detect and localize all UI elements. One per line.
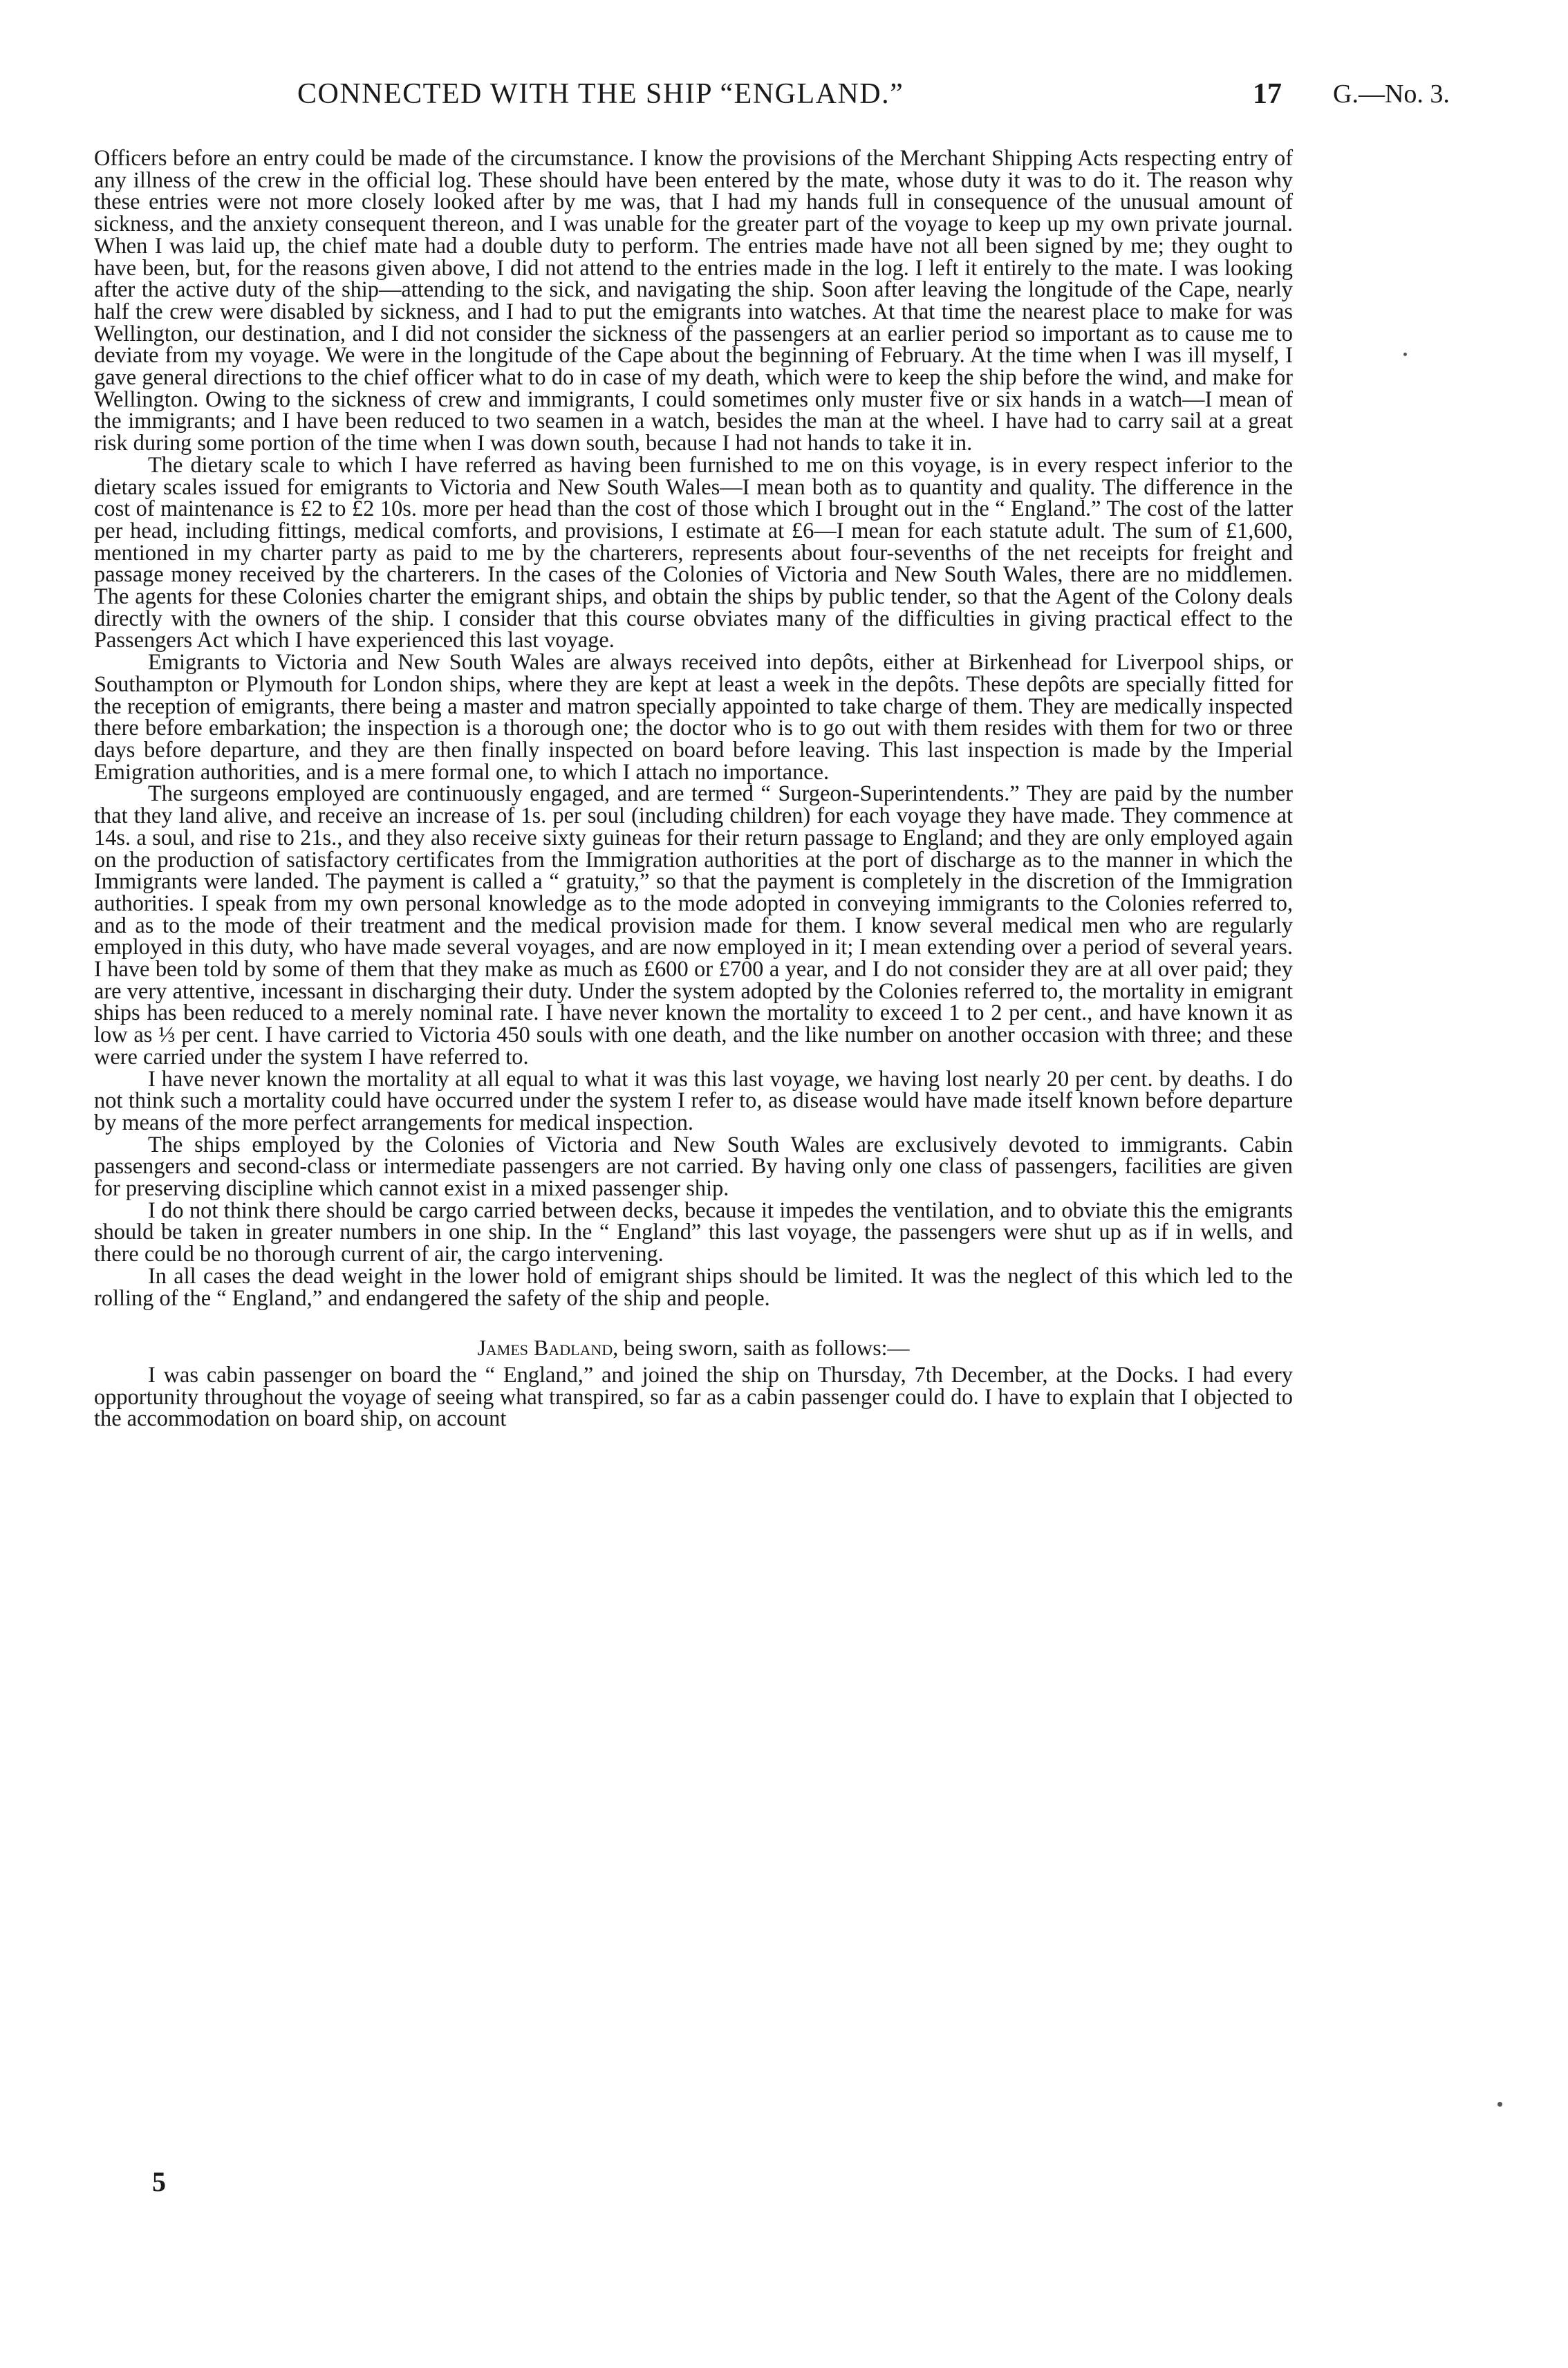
body-text	[94, 148, 1293, 1430]
paragraph: I do not think there should be cargo carried between decks, because it impedes the ventilation, and to obviate this the emigrants should be taken in greater numbers in one ship. In the “ England” this last voyage, the passengers were shut up as if in wells, and there could be no thorough current of air, the cargo intervening.	[94, 1197, 1293, 1267]
document-reference: G.—No. 3.	[1333, 80, 1450, 109]
header-title: CONNECTED WITH THE SHIP “ENGLAND.”	[297, 78, 904, 110]
paragraph: In all cases the dead weight in the lower hold of emigrant ships should be limited. It was the neglect of this which led to the rolling of the “ England,” and endangered the safety of the ship and people.	[94, 1263, 1293, 1311]
print-speck	[1403, 353, 1407, 356]
paragraph: Officers before an entry could be made of the circumstance. I know the provisions of the Merchant Shipping Acts respecting entry of any illness of the crew in the official log. These should have been entered by the mate, whose duty it was to do it. The reason why these entries were not more closely looked after by me was, that I had my hands full in consequence of the unusual amount of sickness, and the anxiety consequent thereon, and I was unable for the greater part of the voyage to keep up my own private journal. When I was laid up, the chief mate had a double duty to perform. The entries made have not all been signed by me; they ought to have been, but, for the reasons given above, I did not attend to the entries made in the log. I left it entirely to the mate. I was looking after the active duty of the ship—attending to the sick, and navigating the ship. Soon after leaving the longitude of the Cape, nearly half the crew were disabled by sickness, and I had to put the emigrants into watches. At that time the nearest place to make for was Wellington, our destination, and I did not consider the sickness of the passengers at an earlier period so important as to cause me to deviate from my voyage. We were in the longitude of the Cape about the beginning of February. At the time when I was ill myself, I gave general directions to the chief officer what to do in case of my death, which were to keep the ship before the wind, and make for Wellington. Owing to the sickness of crew and immigrants, I could sometimes only muster five or six hands in a watch—I mean of the immigrants; and I have been reduced to two seamen in a watch, besides the man at the wheel. I have had to carry sail at a great risk during some portion of the time when I was down south, because I had not hands to take it in.	[94, 146, 1293, 456]
page-number: 17	[1253, 78, 1282, 110]
testimony-paragraph: I was cabin passenger on board the “ England,” and joined the ship on Thursday, 7th December, at the Docks. I had every opportunity throughout the voyage of seeing what transpired, so far as a cabin passenger could do. I have to explain that I objected to the accommodation on board ship, on account	[94, 1362, 1293, 1432]
witness-heading	[94, 1337, 1293, 1359]
paragraph: The surgeons employed are continuously engaged, and are termed “ Surgeon-Superintendents.” They are paid by the number that they land alive, and receive an increase of 1s. per soul (including children) for each voyage they have made. They commence at 14s. a soul, and rise to 21s., and they also receive sixty guineas for their return passage to England; and they are only employed again on the production of satisfactory certificates from the Immigration authorities at the port of discharge as to the manner in which the Immigrants were landed. The payment is called a “ gratuity,” so that the payment is completely in the discretion of the Immigration authorities. I speak from my own personal knowledge as to the mode adopted in conveying immigrants to the Colonies referred to, and as to the mode of their treatment and the medical provision made for them. I know several medical men who are regularly employed in this duty, who have made several voyages, and are now employed in it; I mean extending over a period of several years. I have been told by some of them that they make as much as £600 or £700 a year, and I do not consider they are at all over paid; they are very attentive, incessant in discharging their duty. Under the system adopted by the Colonies referred to, the mortality in emigrant ships has been reduced to a merely nominal rate. I have never known the mortality to exceed 1 to 2 per cent., and have known it as low as ⅓ per cent. I have carried to Victoria 450 souls with one death, and the like number on another occasion with three; and these were carried under the system I have referred to.	[94, 781, 1293, 1070]
print-speck	[1497, 2102, 1502, 2107]
paragraph: Emigrants to Victoria and New South Wales are always received into depôts, either at Birkenhead for Liverpool ships, or Southampton or Plymouth for London ships, where they are kept at least a week in the depôts. These depôts are specially fitted for the reception of emigrants, there being a master and matron specially appointed to take charge of them. They are medically inspected there before embarkation; the inspection is a thorough one; the doctor who is to go out with them resides with them for two or three days before departure, and they are then finally inspected on board before leaving. This last inspection is made by the Imperial Emigration authorities, and is a mere formal one, to which I attach no importance.	[94, 650, 1293, 785]
paragraph: The ships employed by the Colonies of Victoria and New South Wales are exclusively devoted to immigrants. Cabin passengers and second-class or intermediate passengers are not carried. By having only one class of passengers, facilities are given for preserving discipline which cannot exist in a mixed passenger ship.	[94, 1132, 1293, 1202]
signature-mark: 5	[152, 2166, 166, 2197]
witness-heading-text: being sworn, saith as follows:—	[618, 1335, 910, 1361]
paragraph: The dietary scale to which I have referred as having been furnished to me on this voyage, is in every respect inferior to the dietary scales issued for emigrants to Victoria and New South Wales—I mean both as to quantity and quality. The difference in the cost of maintenance is £2 to £2 10s. more per head than the cost of those which I brought out in the “ England.” The cost of the latter per head, including fittings, medical comforts, and provisions, I estimate at £6—I mean for each statute adult. The sum of £1,600, mentioned in my charter party as paid to me by the charterers, represents about four-sevenths of the net receipts for freight and passage money received by the charterers. In the cases of the Colonies of Victoria and New South Wales, there are no middlemen. The agents for these Colonies charter the emigrant ships, and obtain the ships by public tender, so that the Agent of the Colony deals directly with the owners of the ship. I consider that this course obviates many of the difficulties in giving practical effect to the Passengers Act which I have experienced this last voyage.	[94, 452, 1293, 653]
running-header	[0, 77, 1568, 119]
paragraph: I have never known the mortality at all equal to what it was this last voyage, we having lost nearly 20 per cent. by deaths. I do not think such a mortality could have occurred under the system I refer to, as disease would have made itself known before departure by means of the more perfect arrangements for medical inspection.	[94, 1066, 1293, 1135]
witness-name: James Badland,	[477, 1335, 619, 1361]
